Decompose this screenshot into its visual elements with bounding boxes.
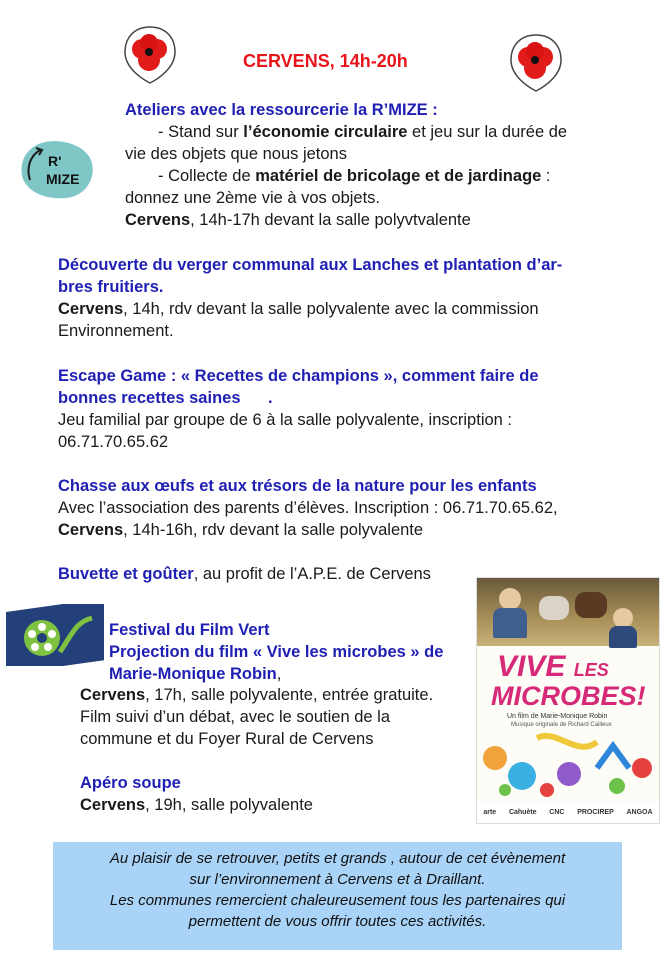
atelier-title: Ateliers avec la ressourcerie la R’MIZE : — [125, 101, 438, 119]
atelier-bullet-2: - Collecte de matériel de bricolage et de jardinage : — [158, 167, 551, 185]
atelier-bullet-1: - Stand sur l’économie circulaire et jeu sur la durée de — [158, 123, 568, 141]
poster-logo: Cahuète — [508, 808, 537, 816]
festival-text-cont: commune et du Foyer Rural de Cervens — [80, 730, 374, 748]
chasse-title: Chasse aux œufs et aux trésors de la nature pour les enfants — [58, 477, 537, 495]
note-line: sur l’environnement à Cervens et à Draillant. — [189, 871, 486, 888]
film-poster — [476, 577, 660, 824]
poster-music: Musique originale de Richard Cailleux — [511, 722, 612, 728]
thanks-note — [53, 842, 622, 950]
note-line: Au plaisir de se retrouver, petits et grands , autour de cet évènement — [109, 850, 566, 867]
page-title: CERVENS, 14h-20h — [243, 51, 408, 71]
poster-logos — [477, 802, 659, 823]
poster-title-small: LES — [573, 660, 609, 680]
apero-title: Apéro soupe — [80, 774, 181, 792]
note-line: Les communes remercient chaleureusement tous les partenaires qui — [109, 892, 566, 909]
poppy-pin-icon — [120, 24, 178, 86]
film-reel-icon — [6, 604, 104, 666]
apero-place: Cervens, 19h, salle polyvalente — [80, 796, 313, 814]
atelier-bullet-2-cont: donnez une 2ème vie à vos objets. — [125, 189, 381, 207]
poppy-pin-icon — [506, 32, 564, 94]
chasse-text: Avec l’association des parents d’élèves. Inscription : 06.71.70.65.62, — [58, 499, 558, 517]
poster-logo: CNC — [549, 808, 565, 816]
rmize-logo-text: MIZE — [46, 171, 80, 187]
chasse-place: Cervens, 14h-16h, rdv devant la salle polyvalente — [58, 521, 424, 539]
festival-title: Festival du Film Vert — [109, 621, 270, 639]
verger-place: Cervens, 14h, rdv devant la salle polyvalente avec la commission — [58, 300, 539, 318]
verger-text: Environnement. — [58, 322, 174, 340]
escape-title-cont: bonnes recettes saines . — [58, 389, 273, 407]
festival-subtitle: Projection du film « Vive les microbes » de — [109, 643, 444, 661]
poster-logo: PROCIREP — [577, 808, 614, 816]
verger-title-cont: bres fruitiers. — [58, 278, 164, 296]
escape-phone: 06.71.70.65.62 — [58, 433, 169, 451]
festival-subtitle-cont: Marie-Monique Robin, — [109, 665, 282, 683]
escape-text: Jeu familial par groupe de 6 à la salle polyvalente, inscription : — [58, 411, 513, 429]
buvette-line: Buvette et goûter, au profit de l’A.P.E. de Cervens — [58, 565, 431, 583]
poster-title-2: MICROBES! — [491, 681, 646, 711]
poster-title: VIVE — [497, 650, 566, 683]
note-line: permettent de vous offrir toutes ces activités. — [188, 913, 487, 930]
verger-title: Découverte du verger communal aux Lanches et plantation d’ar- — [58, 256, 563, 274]
festival-text: Film suivi d’un débat, avec le soutien de la — [80, 708, 391, 726]
rmize-logo-icon — [18, 138, 98, 202]
rmize-logo-text: R' — [48, 153, 62, 169]
poster-logo: ANGOA — [626, 808, 653, 816]
poster-photo — [477, 578, 659, 646]
festival-place: Cervens, 17h, salle polyvalente, entrée gratuite. — [80, 686, 434, 704]
poster-microbes — [477, 728, 659, 798]
atelier-place: Cervens, 14h-17h devant la salle polyvtvalente — [125, 211, 471, 229]
poster-credit: Un film de Marie-Monique Robin — [507, 713, 608, 720]
atelier-bullet-1-cont: vie des objets que nous jetons — [125, 145, 347, 163]
escape-title: Escape Game : « Recettes de champions », comment faire de — [58, 367, 539, 385]
poster-logo: arte — [483, 808, 497, 816]
